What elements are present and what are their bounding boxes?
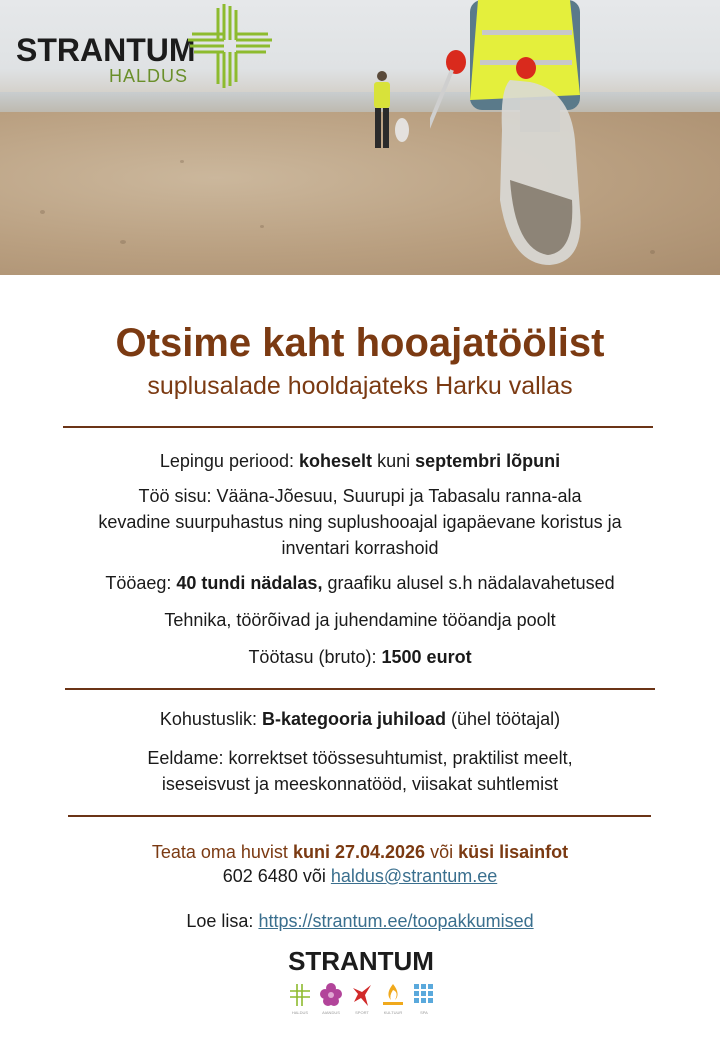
required-label: Kohustuslik: <box>159 709 257 729</box>
sand-area <box>0 112 720 275</box>
hours-rest: graafiku alusel s.h nädalavahetused <box>327 573 615 593</box>
logo-division: HALDUS <box>109 66 189 86</box>
work-line: Töö sisu: Vääna-Jõesuu, Suurupi ja Tabasalu ranna-ala <box>138 486 582 506</box>
expect-line: iseseisvust ja meeskonnatööd, viisakat suhtlemist <box>161 774 559 794</box>
division-caption: SPORT <box>355 1010 369 1015</box>
phone-number[interactable]: 602 6480 <box>222 866 298 886</box>
period-label: Lepingu periood: <box>159 451 294 471</box>
read-more-label: Loe lisa: <box>186 911 254 931</box>
apply-info <box>40 839 680 865</box>
contact <box>40 863 680 889</box>
footer-wordmark: STRANTUM <box>288 946 434 976</box>
required-note: (ühel töötajal) <box>451 709 561 729</box>
divider <box>63 426 653 428</box>
division-caption: HALDUS <box>291 1010 309 1015</box>
sand-speck <box>120 240 126 244</box>
divider <box>68 815 651 817</box>
sand-speck <box>40 210 45 214</box>
division-caption: KULTUUR <box>383 1010 403 1015</box>
apply-ask: küsi lisainfot <box>458 842 569 862</box>
ad-subtitle: suplusalade hooldajateks Harku vallas <box>147 372 573 400</box>
expect-line: Eeldame: korrektset töössesuhtumist, praktilist meelt, <box>147 748 573 768</box>
hours-label: Tööaeg: <box>105 573 172 593</box>
salary-value: 1500 eurot <box>381 647 472 667</box>
division-caption: AIANDUS <box>322 1010 340 1015</box>
divider <box>65 688 655 690</box>
apply-or: või <box>430 842 454 862</box>
contact-or: või <box>302 866 326 886</box>
logo-wordmark: STRANTUM <box>16 32 196 68</box>
work-line: inventari korrashoid <box>281 538 439 558</box>
hero-image <box>0 0 720 275</box>
volunteer-with-litter-picker <box>430 0 610 275</box>
division-caption: SPA <box>420 1010 428 1015</box>
aiandus-flower-icon <box>319 982 343 1008</box>
sand-speck <box>650 250 655 254</box>
period-to: septembri lõpuni <box>415 451 561 471</box>
distant-volunteer <box>366 70 416 155</box>
apply-deadline: kuni 27.04.2026 <box>292 842 426 862</box>
salary-label: Töötasu (bruto): <box>248 647 377 667</box>
sport-figure-icon <box>350 982 374 1008</box>
kultuur-flame-icon <box>381 982 405 1008</box>
apply-text: Teata oma huvist <box>151 842 288 862</box>
salary <box>40 644 680 670</box>
read-more <box>40 908 680 934</box>
period-mid: kuni <box>377 451 411 471</box>
working-hours <box>40 570 680 596</box>
division-icons <box>286 982 436 1022</box>
expectations <box>40 745 680 797</box>
haldus-icon <box>288 982 312 1008</box>
hours-value: 40 tundi nädalas, <box>176 573 323 593</box>
work-line: kevadine suurpuhastus ning suplushooajal igapäevane koristus ja <box>98 512 622 532</box>
sand-speck <box>260 225 264 228</box>
email-link[interactable]: haldus@strantum.ee <box>330 866 498 886</box>
sand-speck <box>180 160 184 163</box>
work-description <box>40 483 680 561</box>
contract-period <box>40 448 680 474</box>
jobs-url-link[interactable]: https://strantum.ee/toopakkumised <box>258 911 534 931</box>
footer-logo <box>286 946 436 1015</box>
requirement <box>40 706 680 732</box>
period-from: koheselt <box>299 451 373 471</box>
woven-logo-icon <box>188 4 272 88</box>
equipment-note: Tehnika, töörõivad ja juhendamine tööandja poolt <box>164 610 556 630</box>
spa-grid-icon <box>412 982 436 1008</box>
ad-title: Otsime kaht hooajatöölist <box>115 321 605 365</box>
required-value: B-kategooria juhiload <box>261 709 446 729</box>
